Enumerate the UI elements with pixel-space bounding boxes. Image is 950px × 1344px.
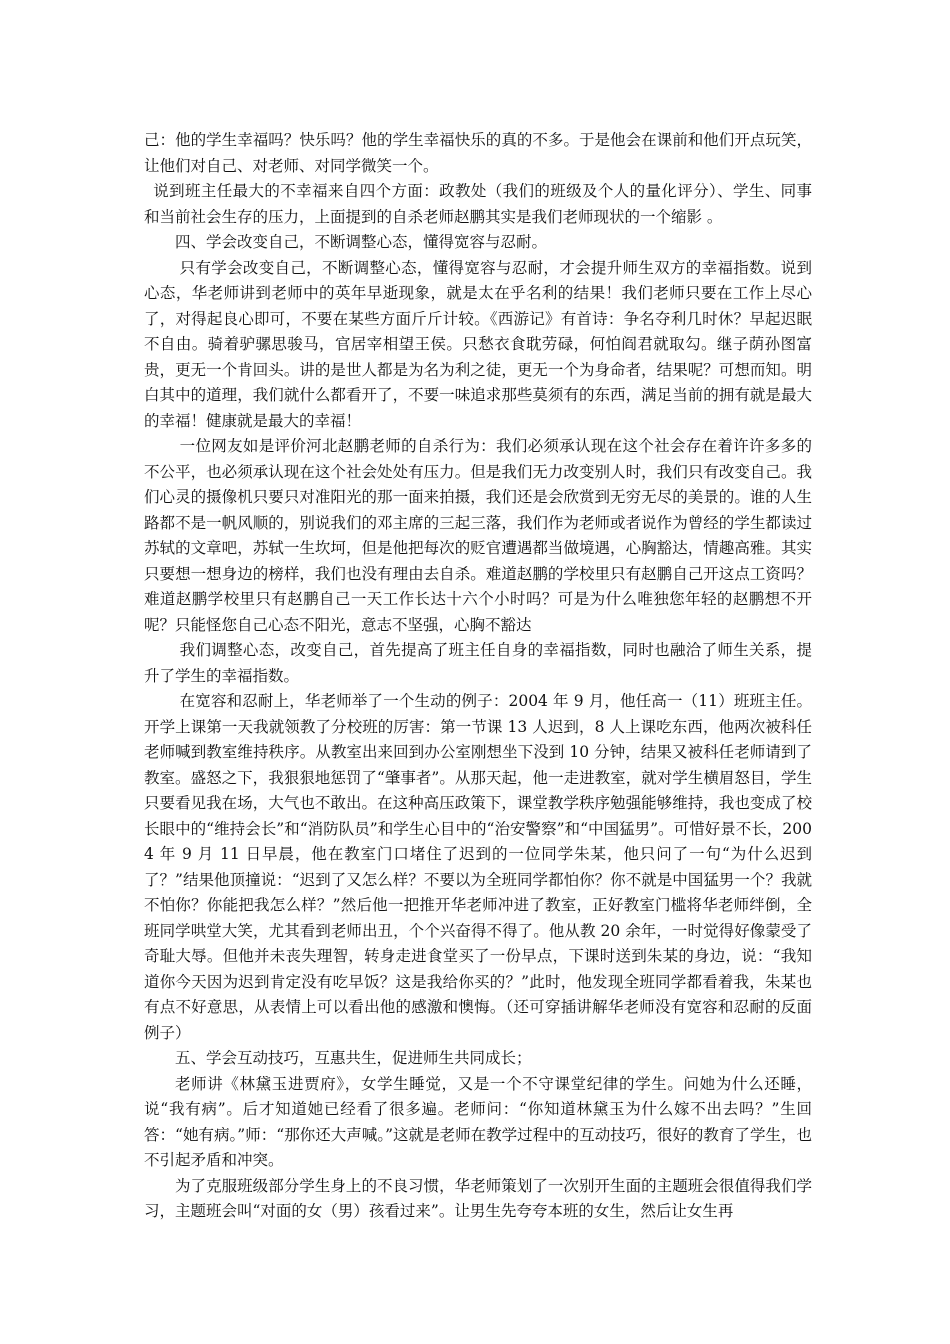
paragraph-tolerance-example: 在宽容和忍耐上，华老师举了一个生动的例子：2004 年 9 月，他任高一（11）班班主任。开学上课第一天我就领教了分校班的厉害：第一节课 13 人迟到，8 人上课吃东西，他两次被科任老师喊到教室维持秩序。从教室出来回到办公室刚想坐下没到 10 分钟，结果又被科任老师请到了教室。盛怒之下，我狠狠地惩罚了“肇事者”。从那天起，他一走进教室，就对学生横眉怒目，学生只要看见我在场，大气也不敢出。在这种高压政策下，课堂教学秩序勉强能够维持，我也变成了校长眼中的“维持会长”和“消防队员”和学生心目中的“治安警察”和“中国猛男”。可惜好景不长，2004 年 9 月 11 日早晨，他在教室门口堵住了迟到的一位同学朱某，他只问了一句“为什么迟到了？”结果他顶撞说：“迟到了又怎么样？不要以为全班同学都怕你？你不就是中国猛男一个？我就不怕你？你能把我怎么样？”然后他一把推开华老师冲进了教室，正好教室门槛将华老师绊倒，全班同学哄堂大笑，尤其看到老师出丑，个个兴奋得不得了。他从教 20 余年，一时觉得好像蒙受了奇耻大辱。但他并未丧失理智，转身走进食堂买了一份早点，下课时送到朱某的身边，说：“我知道你今天因为迟到肯定没有吃早饭？这是我给你买的？”此时，他发现全班同学都看着我，朱某也有点不好意思，从表情上可以看出他的感激和懊悔。（还可穿插讲解华老师没有宽容和忍耐的反面例子） [144,692,812,1042]
paragraph-class-meeting: 为了克服班级部分学生身上的不良习惯，华老师策划了一次别开生面的主题班会很值得我们学习，主题班会叫“对面的女（男）孩看过来”。让男生先夸夸本班的女生，然后让女生再 [144,1176,812,1220]
paragraph-continuation: 己：他的学生幸福吗？快乐吗？他的学生幸福快乐的真的不多。于是他会在课前和他们开点玩笑，让他们对自己、对老师、对同学微笑一个。 [144,131,812,175]
paragraph-interaction-example: 老师讲《林黛玉进贾府》，女学生睡觉，又是一个不守课堂纪律的学生。问她为什么还睡，说“我有病”。后才知道她已经看了很多遍。老师问：“你知道林黛玉为什么嫁不出去吗？”生回答：“她有病。”师：“那你还大声喊。”这就是老师在教学过程中的互动技巧，很好的教育了学生，也不引起矛盾和冲突。 [144,1074,812,1169]
paragraph-mindset: 只有学会改变自己，不断调整心态，懂得宽容与忍耐，才会提升师生双方的幸福指数。说到心态，华老师讲到老师中的英年早逝现象，就是太在乎名利的结果！我们老师只要在工作上尽心了，对得起良心即可，不要在某些方面斤斤计较。《西游记》有首诗：争名夺利几时休？早起迟眠不自由。骑着驴骡思骏马，官居宰相望王侯。只愁衣食耽劳碌，何怕阎君就取勾。继子荫孙图富贵，更无一个肯回头。讲的是世人都是为名为利之徒，更无一个为身命者，结果呢？可想而知。明白其中的道理，我们就什么都看开了，不要一味追求那些莫须有的东西，满足当前的拥有就是最大的幸福！健康就是最大的幸福！ [144,258,812,430]
document-page [144,128,812,1225]
section-heading-5: 五、学会互动技巧，互惠共生，促进师生共同成长； [175,1049,532,1067]
paragraph-unhappiness-sources: 说到班主任最大的不幸福来自四个方面：政教处（我们的班级及个人的量化评分）、学生、同事和当前社会生存的压力，上面提到的自杀老师赵鹏其实是我们老师现状的一个缩影 。 [144,182,812,226]
paragraph-netizen-comment: 一位网友如是评价河北赵鹏老师的自杀行为：我们必须承认现在这个社会存在着许许多多的不公平，也必须承认现在这个社会处处有压力。但是我们无力改变别人时，我们只有改变自己。我们心灵的摄像机只要只对准阳光的那一面来拍摄，我们还是会欣赏到无穷无尽的美景的。谁的人生路都不是一帆风顺的，别说我们的邓主席的三起三落，我们作为老师或者说作为曾经的学生都读过苏轼的文章吧，苏轼一生坎坷，但是他把每次的贬官遭遇都当做境遇，心胸豁达，情趣高雅。其实只要想一想身边的榜样，我们也没有理由去自杀。难道赵鹏的学校里只有赵鹏自己开这点工资吗？难道赵鹏学校里只有赵鹏自己一天工作长达十六个小时吗？可是为什么唯独您年轻的赵鹏想不开呢？只能怪您自己心态不阳光，意志不坚强，心胸不豁达 [144,437,812,634]
section-heading-4: 四、学会改变自己，不断调整心态，懂得宽容与忍耐。 [175,233,548,251]
paragraph-adjust-mindset: 我们调整心态，改变自己，首先提高了班主任自身的幸福指数，同时也融洽了师生关系，提升了学生的幸福指数。 [144,641,812,685]
